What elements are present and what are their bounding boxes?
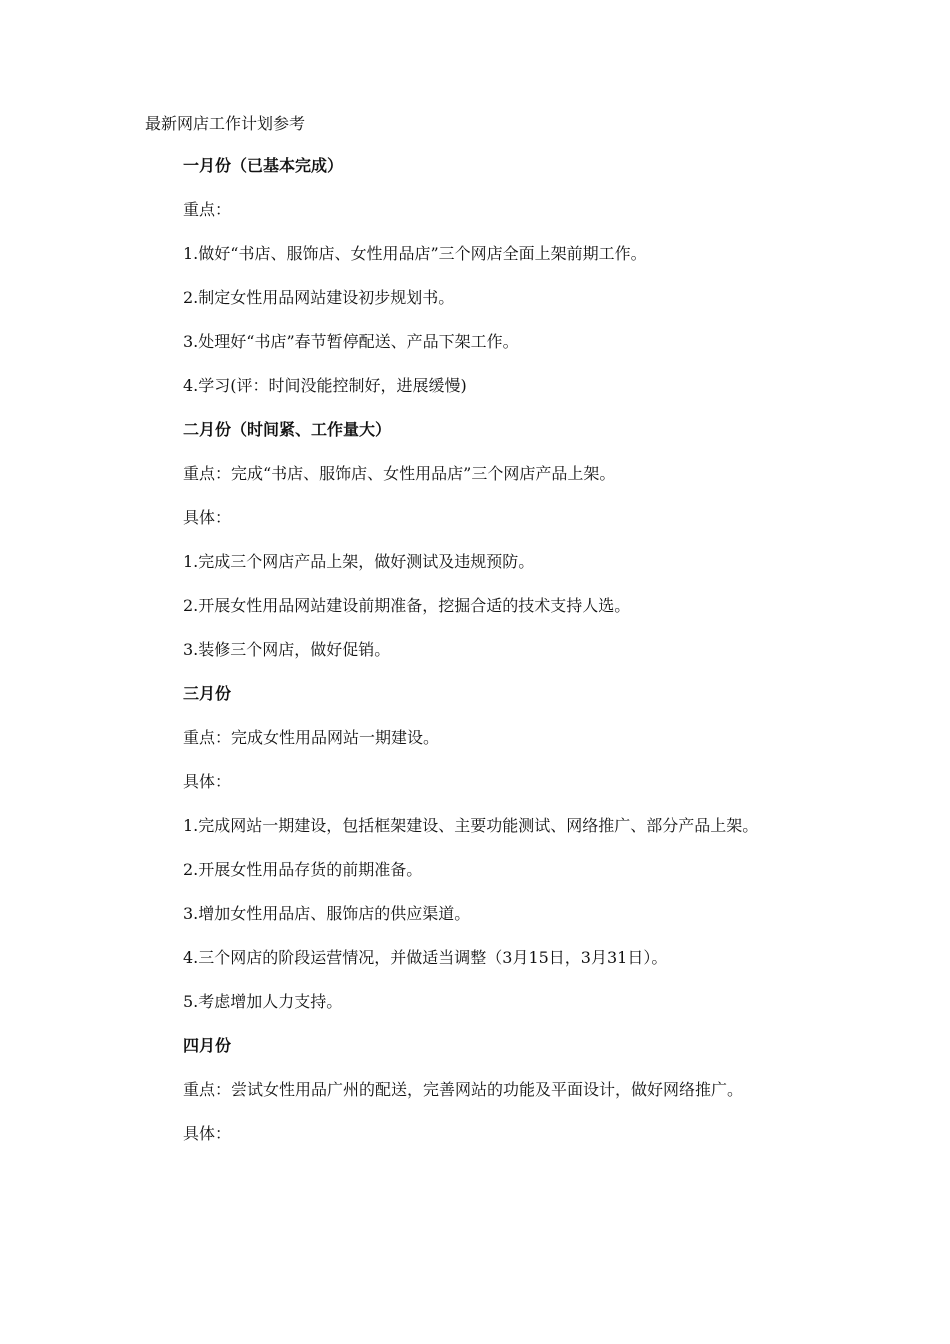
list-item: 3.增加女性用品店、服饰店的供应渠道。 (183, 904, 471, 923)
paragraph: 重点：尝试女性用品广州的配送，完善网站的功能及平面设计，做好网络推广。 (183, 1080, 744, 1099)
paragraph: 重点：完成“书店、服饰店、女性用品店”三个网店产品上架。 (183, 464, 616, 483)
list-item: 1.完成网站一期建设，包括框架建设、主要功能测试、网络推广、部分产品上架。 (183, 816, 759, 835)
list-item: 2.开展女性用品存货的前期准备。 (183, 860, 423, 879)
list-item: 5.考虑增加人力支持。 (183, 992, 343, 1011)
paragraph: 具体： (183, 772, 232, 791)
month-heading-march: 三月份 (183, 684, 232, 703)
list-item: 1.做好“书店、服饰店、女性用品店”三个网店全面上架前期工作。 (183, 244, 647, 263)
list-item: 2.开展女性用品网站建设前期准备，挖掘合适的技术支持人选。 (183, 596, 631, 615)
paragraph: 重点：完成女性用品网站一期建设。 (183, 728, 440, 747)
document-title: 最新网店工作计划参考 (145, 114, 306, 133)
month-heading-january: 一月份（已基本完成） (183, 156, 344, 175)
list-item: 1.完成三个网店产品上架，做好测试及违规预防。 (183, 552, 535, 571)
list-item: 4.三个网店的阶段运营情况，并做适当调整（3月15日，3月31日）。 (183, 948, 668, 967)
list-item: 2.制定女性用品网站建设初步规划书。 (183, 288, 455, 307)
list-item: 3.处理好“书店”春节暂停配送、产品下架工作。 (183, 332, 519, 351)
paragraph: 具体： (183, 508, 232, 527)
paragraph: 具体： (183, 1124, 232, 1143)
month-heading-february: 二月份（时间紧、工作量大） (183, 420, 392, 439)
month-heading-april: 四月份 (183, 1036, 232, 1055)
paragraph: 重点： (183, 200, 232, 219)
list-item: 3.装修三个网店，做好促销。 (183, 640, 391, 659)
document-body (145, 112, 805, 1167)
list-item: 4.学习(评：时间没能控制好，进展缓慢) (183, 376, 467, 395)
